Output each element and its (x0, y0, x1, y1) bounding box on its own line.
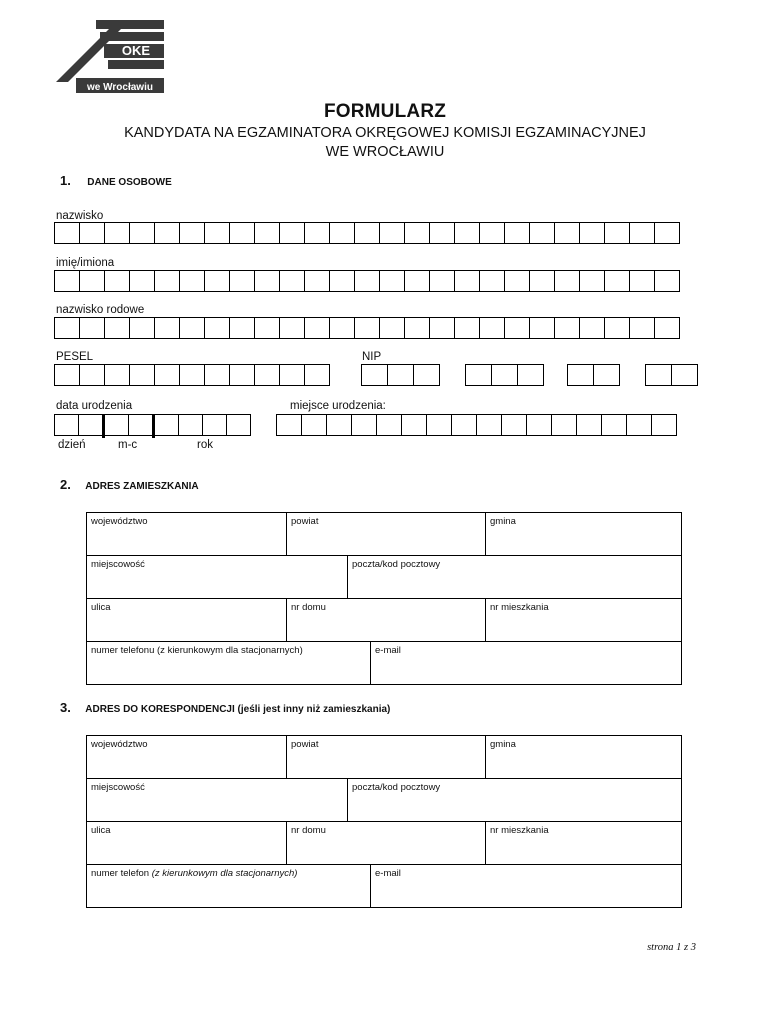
char-box[interactable] (129, 270, 155, 292)
char-box[interactable] (604, 222, 630, 244)
kor-nr-domu-label: nr domu (291, 825, 326, 836)
section-3-number: 3. (60, 700, 71, 715)
char-box[interactable] (279, 270, 305, 292)
char-box[interactable] (254, 364, 280, 386)
char-box[interactable] (401, 414, 427, 436)
kor-gmina-field[interactable] (485, 736, 681, 778)
wojewodztwo-field[interactable] (87, 513, 286, 555)
section-2-number: 2. (60, 477, 71, 492)
char-box[interactable] (354, 270, 380, 292)
char-box[interactable] (179, 317, 205, 339)
char-box[interactable] (304, 317, 330, 339)
char-box[interactable] (454, 270, 480, 292)
char-box[interactable] (104, 364, 130, 386)
char-box[interactable] (329, 270, 355, 292)
miejsce-urodzenia-boxes[interactable] (276, 414, 676, 436)
kor-wojewodztwo-field[interactable] (87, 736, 286, 778)
char-box[interactable] (254, 222, 280, 244)
nr-mieszkania-field[interactable] (485, 599, 681, 641)
char-box[interactable] (154, 317, 180, 339)
miejscowosc-label: miejscowość (91, 559, 145, 570)
char-box[interactable] (379, 270, 405, 292)
char-box[interactable] (451, 414, 477, 436)
char-box[interactable] (304, 270, 330, 292)
kor-gmina-label: gmina (490, 739, 516, 750)
nazwisko-boxes[interactable] (54, 222, 679, 244)
adres-zamieszkania-table (86, 512, 682, 685)
char-box[interactable] (154, 270, 180, 292)
char-box[interactable] (54, 414, 79, 436)
char-box[interactable] (529, 270, 555, 292)
char-box[interactable] (202, 414, 227, 436)
subtitle-line-2: WE WROCŁAWIU (325, 144, 445, 160)
char-box[interactable] (404, 270, 430, 292)
char-box[interactable] (79, 270, 105, 292)
poczta-label: poczta/kod pocztowy (352, 559, 441, 570)
char-box[interactable] (179, 364, 205, 386)
char-box[interactable] (78, 414, 103, 436)
char-box[interactable] (229, 270, 255, 292)
subtitle-line-1: KANDYDATA NA EGZAMINATORA OKRĘGOWEJ KOMISJI EGZAMINACYJNEJ (124, 125, 646, 141)
char-box[interactable] (379, 317, 405, 339)
char-box[interactable] (645, 364, 672, 386)
char-box[interactable] (504, 222, 530, 244)
char-box[interactable] (479, 317, 505, 339)
form-title: FORMULARZ (323, 101, 447, 122)
char-box[interactable] (604, 317, 630, 339)
char-box[interactable] (491, 364, 518, 386)
char-box[interactable] (579, 270, 605, 292)
nr-domu-label: nr domu (291, 602, 326, 613)
char-box[interactable] (179, 270, 205, 292)
char-box[interactable] (601, 414, 627, 436)
char-box[interactable] (254, 317, 280, 339)
char-box[interactable] (104, 270, 130, 292)
form-subtitle (0, 124, 770, 162)
char-box[interactable] (413, 364, 440, 386)
char-box[interactable] (79, 317, 105, 339)
char-box[interactable] (429, 317, 455, 339)
ulica-label: ulica (91, 602, 111, 613)
adres-korespondencji-table (86, 735, 682, 908)
char-box[interactable] (654, 317, 680, 339)
pesel-label: PESEL (56, 351, 94, 363)
char-box[interactable] (479, 270, 505, 292)
email-label: e-mail (375, 645, 401, 656)
kor-telefon-label: numer telefon (91, 868, 152, 879)
char-box[interactable] (454, 317, 480, 339)
powiat-field[interactable] (286, 513, 485, 555)
char-box[interactable] (529, 222, 555, 244)
char-box[interactable] (465, 364, 492, 386)
page-number: strona 1 z 3 (647, 942, 696, 953)
char-box[interactable] (79, 222, 105, 244)
char-box[interactable] (479, 222, 505, 244)
svg-text:OKE: OKE (121, 43, 151, 58)
char-box[interactable] (326, 414, 352, 436)
kor-powiat-label: powiat (291, 739, 319, 750)
section-2-label: ADRES ZAMIESZKANIA (85, 481, 199, 492)
svg-text:we Wrocławiu: we Wrocławiu (87, 82, 153, 93)
char-box[interactable] (54, 317, 80, 339)
char-box[interactable] (671, 364, 698, 386)
char-box[interactable] (104, 414, 129, 436)
char-box[interactable] (54, 222, 80, 244)
telefon-field[interactable] (87, 642, 370, 684)
char-box[interactable] (379, 222, 405, 244)
char-box[interactable] (204, 222, 230, 244)
nr-domu-field[interactable] (286, 599, 485, 641)
char-box[interactable] (361, 364, 388, 386)
char-box[interactable] (154, 364, 180, 386)
wojewodztwo-label: województwo (91, 516, 148, 527)
nip-boxes-4[interactable] (645, 364, 697, 386)
char-box[interactable] (279, 364, 305, 386)
kor-poczta-label: poczta/kod pocztowy (352, 782, 441, 793)
section-1-heading (60, 172, 172, 190)
char-box[interactable] (301, 414, 327, 436)
char-box[interactable] (404, 317, 430, 339)
char-box[interactable] (429, 222, 455, 244)
char-box[interactable] (554, 317, 580, 339)
char-box[interactable] (387, 364, 414, 386)
ulica-field[interactable] (87, 599, 286, 641)
imie-boxes[interactable] (54, 270, 679, 292)
oke-logo (56, 18, 176, 96)
char-box[interactable] (129, 317, 155, 339)
nip-label: NIP (362, 351, 382, 363)
char-box[interactable] (229, 222, 255, 244)
kor-nr-domu-field[interactable] (286, 822, 485, 864)
char-box[interactable] (79, 364, 105, 386)
char-box[interactable] (304, 222, 330, 244)
kor-wojewodztwo-label: województwo (91, 739, 148, 750)
char-box[interactable] (354, 317, 380, 339)
char-box[interactable] (576, 414, 602, 436)
nazwisko-rodowe-boxes[interactable] (54, 317, 679, 339)
char-box[interactable] (329, 222, 355, 244)
char-box[interactable] (504, 270, 530, 292)
kor-nr-mieszkania-label: nr mieszkania (490, 825, 549, 836)
section-1-number: 1. (60, 173, 71, 188)
mc-label: m-c (118, 439, 138, 451)
char-box[interactable] (567, 364, 594, 386)
char-box[interactable] (104, 222, 130, 244)
kor-telefon-note: (z kierunkowym dla stacjonarnych) (151, 868, 298, 879)
char-box[interactable] (204, 270, 230, 292)
char-box[interactable] (304, 364, 330, 386)
gmina-label: gmina (490, 516, 516, 527)
char-box[interactable] (276, 414, 302, 436)
gmina-field[interactable] (485, 513, 681, 555)
email-field[interactable] (370, 642, 681, 684)
kor-poczta-field[interactable] (347, 779, 681, 821)
section-1-label: DANE OSOBOWE (87, 177, 172, 188)
char-box[interactable] (329, 317, 355, 339)
char-box[interactable] (178, 414, 203, 436)
char-box[interactable] (429, 270, 455, 292)
char-box[interactable] (579, 317, 605, 339)
char-box[interactable] (154, 222, 180, 244)
char-box[interactable] (104, 317, 130, 339)
char-box[interactable] (404, 222, 430, 244)
char-box[interactable] (226, 414, 251, 436)
imie-label: imię/imiona (56, 257, 115, 269)
rok-label: rok (197, 439, 213, 451)
char-box[interactable] (629, 270, 655, 292)
kor-ulica-field[interactable] (87, 822, 286, 864)
char-box[interactable] (501, 414, 527, 436)
char-box[interactable] (529, 317, 555, 339)
char-box[interactable] (279, 222, 305, 244)
kor-miejscowosc-label: miejscowość (91, 782, 145, 793)
nip-boxes-2[interactable] (465, 364, 543, 386)
nazwisko-rodowe-label: nazwisko rodowe (56, 304, 145, 316)
char-box[interactable] (54, 364, 80, 386)
char-box[interactable] (651, 414, 677, 436)
char-box[interactable] (579, 222, 605, 244)
miejsce-urodzenia-label: miejsce urodzenia: (290, 400, 386, 412)
pesel-boxes[interactable] (54, 364, 329, 386)
kor-miejscowosc-field[interactable] (87, 779, 347, 821)
char-box[interactable] (128, 414, 153, 436)
kor-powiat-field[interactable] (286, 736, 485, 778)
char-box[interactable] (204, 364, 230, 386)
char-box[interactable] (554, 270, 580, 292)
char-box[interactable] (229, 317, 255, 339)
char-box[interactable] (351, 414, 377, 436)
telefon-label: numer telefonu (z kierunkowym dla stacjonarnych) (91, 645, 303, 656)
kor-email-field[interactable] (370, 865, 681, 907)
char-box[interactable] (454, 222, 480, 244)
kor-nr-mieszkania-field[interactable] (485, 822, 681, 864)
char-box[interactable] (179, 222, 205, 244)
char-box[interactable] (129, 222, 155, 244)
char-box[interactable] (654, 222, 680, 244)
char-box[interactable] (629, 222, 655, 244)
poczta-field[interactable] (347, 556, 681, 598)
kor-email-label: e-mail (375, 868, 401, 879)
miejscowosc-field[interactable] (87, 556, 347, 598)
dzien-label: dzień (58, 439, 86, 451)
nip-boxes-3[interactable] (567, 364, 619, 386)
char-box[interactable] (526, 414, 552, 436)
char-box[interactable] (554, 222, 580, 244)
kor-ulica-label: ulica (91, 825, 111, 836)
section-3-label: ADRES DO KORESPONDENCJI (jeśli jest inny niż zamieszkania) (85, 704, 391, 715)
char-box[interactable] (626, 414, 652, 436)
char-box[interactable] (254, 270, 280, 292)
kor-telefon-field[interactable] (87, 865, 370, 907)
char-box[interactable] (354, 222, 380, 244)
char-box[interactable] (517, 364, 544, 386)
char-box[interactable] (129, 364, 155, 386)
char-box[interactable] (279, 317, 305, 339)
char-box[interactable] (504, 317, 530, 339)
char-box[interactable] (426, 414, 452, 436)
char-box[interactable] (629, 317, 655, 339)
char-box[interactable] (54, 270, 80, 292)
powiat-label: powiat (291, 516, 319, 527)
char-box[interactable] (604, 270, 630, 292)
char-box[interactable] (551, 414, 577, 436)
char-box[interactable] (154, 414, 179, 436)
section-3-heading (60, 699, 390, 717)
char-box[interactable] (593, 364, 620, 386)
section-2-heading (60, 476, 199, 494)
char-box[interactable] (654, 270, 680, 292)
char-box[interactable] (376, 414, 402, 436)
char-box[interactable] (476, 414, 502, 436)
char-box[interactable] (229, 364, 255, 386)
nip-boxes-1[interactable] (361, 364, 439, 386)
nazwisko-label: nazwisko (56, 210, 104, 222)
data-urodzenia-boxes[interactable] (54, 414, 250, 438)
char-box[interactable] (204, 317, 230, 339)
nr-mieszkania-label: nr mieszkania (490, 602, 549, 613)
data-urodzenia-label: data urodzenia (56, 400, 133, 412)
